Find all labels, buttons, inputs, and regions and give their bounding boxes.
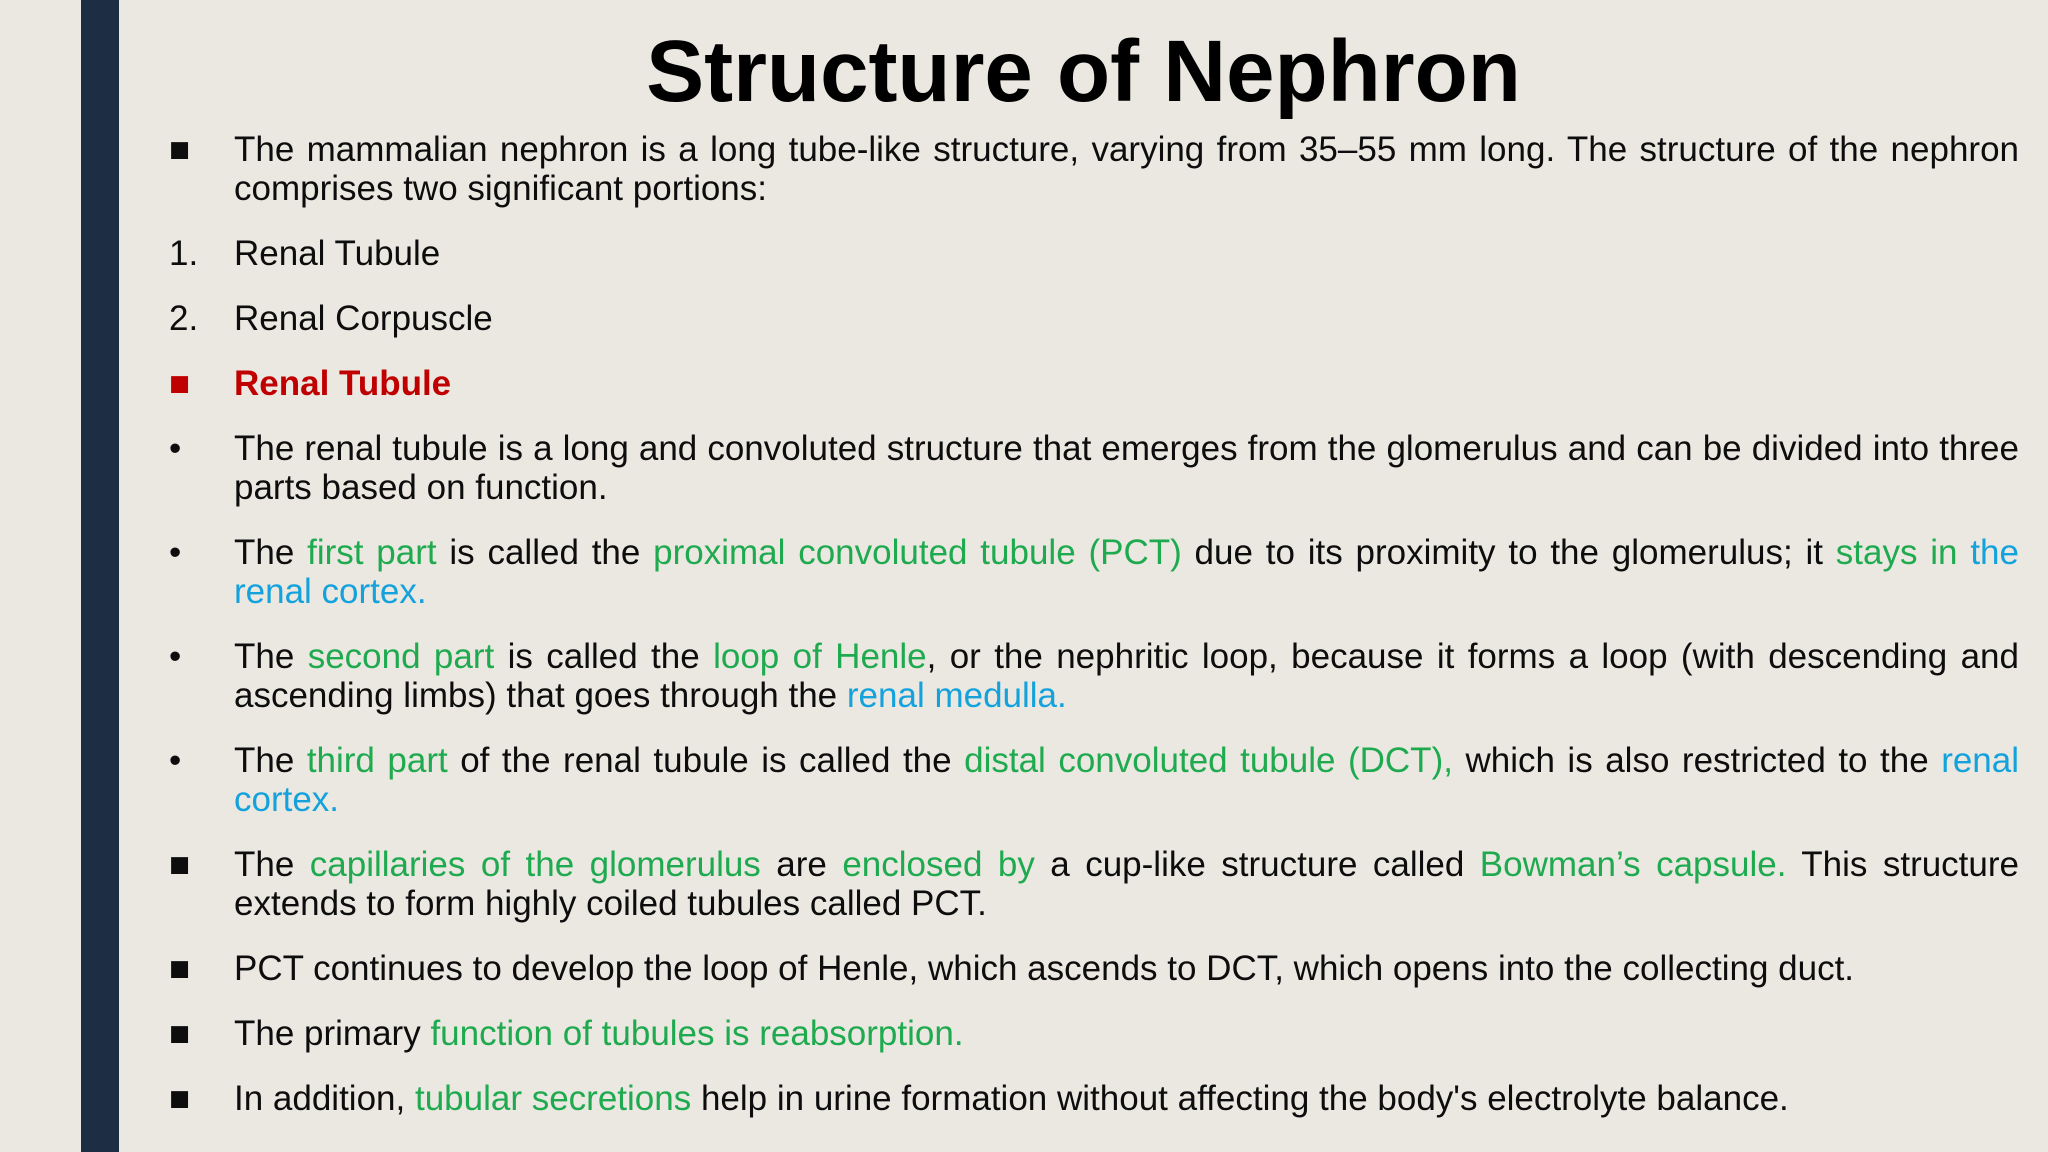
list-item-text: Renal Corpuscle [234,299,493,338]
list-number: 1. [169,234,199,273]
text-run: The [234,637,308,676]
highlight-green: stays in [1835,533,1958,572]
text-run: of the renal tubule is called the [447,741,965,780]
text-run: a cup-like structure called [1034,845,1480,884]
bullet-pct [169,949,2019,988]
highlight-green: distal convoluted tubule (DCT), [964,741,1453,780]
highlight-green: Bowman’s capsule. [1479,845,1787,884]
text-run: The [234,741,307,780]
square-bullet-icon: ■ [169,364,191,403]
bullet-renal-tubule [169,429,2019,507]
text-run: , or the nephritic loop, because it forms a loop (with descending and ascending limbs) that goes through the [234,637,2019,715]
bullet-intro [169,130,2019,208]
bullet-first-part [169,533,2019,611]
text-run: In addition, [234,1079,415,1118]
bullet-text: The renal tubule is a long and convoluted structure that emerges from the glomerulus and can be divided into three parts based on function. [234,429,2019,507]
numbered-item-1 [169,234,2019,273]
bullet-text [234,533,2019,611]
list-number: 2. [169,299,199,338]
text-run: This structure extends to form highly coiled tubules called PCT. [234,845,2019,923]
highlight-blue: the renal cortex. [234,533,2019,611]
dot-bullet-icon: • [169,533,182,572]
text-run [1958,533,1971,572]
square-bullet-icon: ■ [169,949,191,988]
text-run: is called the [436,533,654,572]
bullet-text [234,845,2019,923]
numbered-item-2 [169,299,2019,338]
dot-bullet-icon: • [169,637,182,676]
highlight-blue: renal cortex. [234,741,2020,819]
highlight-green: enclosed by [842,845,1035,884]
dot-bullet-icon: • [169,429,182,468]
bullet-secretions [169,1079,2019,1118]
highlight-green: tubular secretions [414,1079,692,1118]
highlight-green: third part [306,741,448,780]
bullet-text [234,1079,2019,1118]
square-bullet-icon: ■ [169,1079,191,1118]
section-heading [169,364,2019,403]
text-run: The [234,533,308,572]
bullet-text: PCT continues to develop the loop of Henle, which ascends to DCT, which opens into the collecting duct. [234,949,1855,988]
bullet-second-part [169,637,2019,715]
bullet-text [234,1014,2019,1053]
bullet-third-part [169,741,2019,819]
slide-content [169,130,2019,1118]
text-run: due to its proximity to the glomerulus; it [1181,533,1836,572]
text-run: are [760,845,843,884]
square-bullet-icon: ■ [169,130,191,169]
highlight-blue: renal medulla. [846,676,1067,715]
slide-title: Structure of Nephron [646,23,1521,120]
text-run: The primary [234,1014,431,1053]
highlight-green: capillaries of the glomerulus [309,845,761,884]
highlight-green: loop of Henle [713,637,927,676]
text-run: is called the [494,637,714,676]
bullet-function [169,1014,2019,1053]
highlight-green: function of tubules is reabsorption. [430,1014,964,1053]
square-bullet-icon: ■ [169,845,191,884]
list-item-text: Renal Tubule [234,234,441,273]
text-run: help in urine formation without affecting the body's electrolyte balance. [691,1079,1789,1118]
text-run: which is also restricted to the [1452,741,1942,780]
slide-sidebar-accent [81,0,119,1152]
highlight-green: first part [307,533,437,572]
square-bullet-icon: ■ [169,1014,191,1053]
section-heading-text: Renal Tubule [234,364,452,403]
text-run: The [234,845,310,884]
dot-bullet-icon: • [169,741,182,780]
highlight-green: second part [307,637,495,676]
bullet-text [234,637,2019,715]
intro-text: The mammalian nephron is a long tube-like structure, varying from 35–55 mm long. The structure of the nephron comprises two significant portions: [234,130,2019,208]
bullet-capillaries [169,845,2019,923]
highlight-green: proximal convoluted tubule (PCT) [653,533,1182,572]
bullet-text [234,741,2019,819]
